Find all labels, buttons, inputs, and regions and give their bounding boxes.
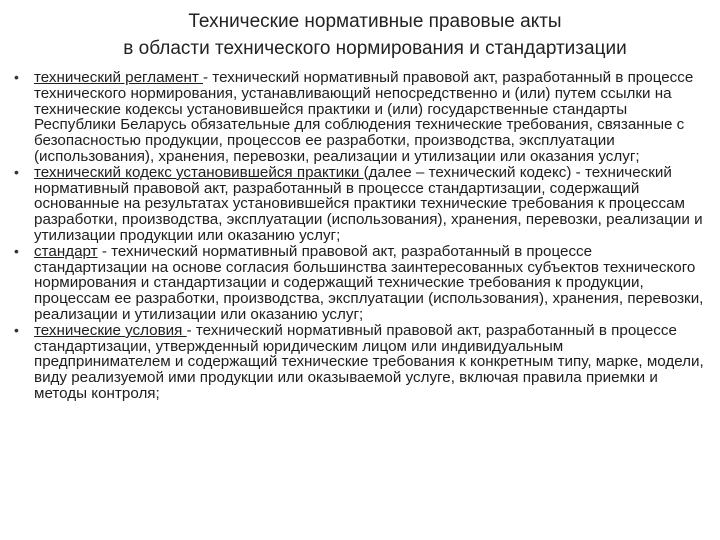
definition-text: - технический нормативный правовой акт, разработанный в процессе стандартизации на основе согласия большинства заинтересованных субъектов технического нормирования и стандартизации и содержащий технические требования к продукции, процессам ее разработки, производства, эксплуатации (использования), хранения, перевозки, реализации и утилизации или оказанию услуг; bbox=[34, 242, 704, 323]
list-item-standard bbox=[14, 244, 704, 323]
bullet-icon: • bbox=[14, 163, 19, 180]
term-standard: стандарт bbox=[34, 242, 98, 260]
bullet-icon: • bbox=[14, 69, 19, 85]
bullet-icon: • bbox=[14, 321, 19, 338]
term-technical-regulation: технический регламент bbox=[34, 69, 204, 86]
definition-text: - технический нормативный правовой акт, разработанный в процессе стандартизации, утвержденный юридическим лицом или индивидуальным предпринимателем и содержащий технические требования к конкретным типу, марке, модели, виду реализуемой ими продукции или оказываемой услуге, включая правила приемки и методы контроля; bbox=[34, 321, 704, 402]
definition-text: - технический нормативный правовой акт, разработанный в процессе технического нормирования, устанавливающий непосредственно и (или) путем ссылки на технические кодексы установившейся практики и (или) государственные стандарты Республики Беларусь обязательные для соблюдения технические требования, связанные с безопасностью продукции, процессов ее разработки, производства, эксплуатации (использования), хранения, перевозки, реализации и утилизации или оказания услуг; bbox=[34, 69, 694, 165]
title-line-1: Технические нормативные правовые акты bbox=[188, 11, 562, 32]
list-item-technical-regulation bbox=[14, 70, 704, 165]
definitions-list bbox=[14, 70, 704, 402]
definition-text: (далее – технический кодекс) - технический нормативный правовой акт, разработанный в процессе стандартизации, содержащий основанные на результатах установившейся практики технические требования к процессам разработки, производства, эксплуатации (использования), хранения, перевозки, реализации и утилизации продукции или оказанию услуг; bbox=[34, 163, 703, 244]
list-item-technical-specifications bbox=[14, 323, 704, 402]
title-line-2: в области технического нормирования и стандартизации bbox=[123, 38, 627, 59]
term-technical-code: технический кодекс установившейся практики bbox=[34, 163, 364, 181]
list-item-technical-code bbox=[14, 165, 704, 244]
bullet-icon: • bbox=[14, 242, 19, 259]
term-technical-specifications: технические условия bbox=[34, 321, 187, 339]
slide-title bbox=[60, 8, 690, 62]
